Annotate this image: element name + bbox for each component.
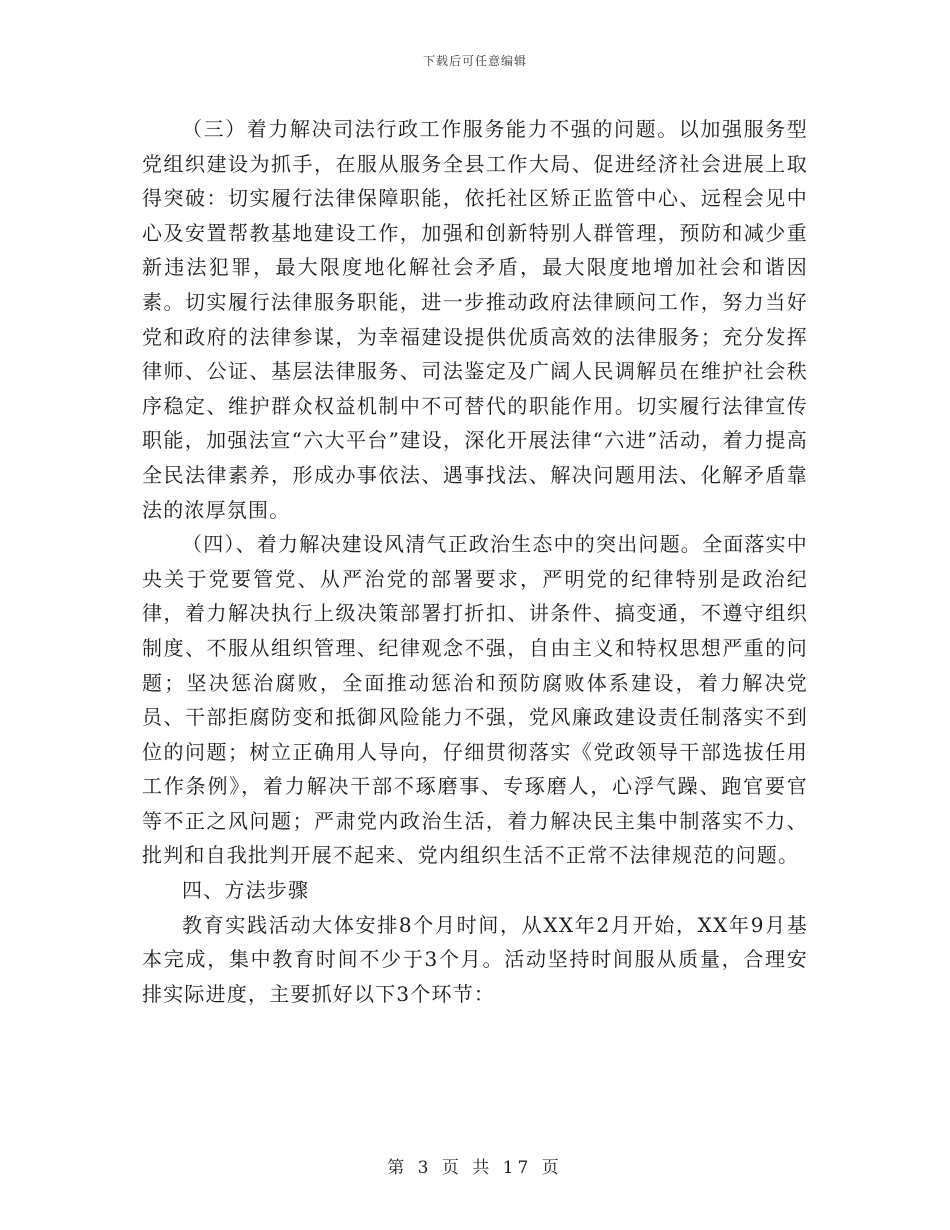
paragraph-section-four: （四）、着力解决建设风清气正政治生态中的突出问题。全面落实中央关于党要管党、从严治党的部署要求，严明党的纪律特别是政治纪律，着力解决执行上级决策部署打折扣、讲条件、搞变通，不遵守组织制度、不服从组织管理、纪律观念不强，自由主义和特权思想严重的问题；坚决惩治腐败，全面推动惩治和预防腐败体系建设，着力解决党员、干部拒腐防变和抵御风险能力不强，党风廉政建设责任制落实不到位的问题；树立正确用人导向，仔细贯彻落实《党政领导干部选拔任用工作条例》，着力解决干部不琢磨事、专琢磨人，心浮气躁、跑官要官等不正之风问题；严肃党内政治生活，着力解决民主集中制落实不力、批判和自我批判开展不起来、党内组织生活不正常不法律规范的问题。 (142, 532, 808, 868)
heading-method-steps: 四、方法步骤 (182, 878, 310, 903)
document-body (142, 112, 808, 1011)
page-number: 第 3 页 共 17 页 (387, 1158, 563, 1178)
paragraph-section-three: （三）着力解决司法行政工作服务能力不强的问题。以加强服务型党组织建设为抓手，在服从服务全县工作大局、促进经济社会进展上取得突破：切实履行法律保障职能，依托社区矫正监管中心、远程会见中心及安置帮教基地建设工作，加强和创新特别人群管理，预防和减少重新违法犯罪，最大限度地化解社会矛盾，最大限度地增加社会和谐因素。切实履行法律服务职能，进一步推动政府法律顾问工作，努力当好党和政府的法律参谋，为幸福建设提供优质高效的法律服务；充分发挥律师、公证、基层法律服务、司法鉴定及广阔人民调解员在维护社会秩序稳定、维护群众权益机制中不可替代的职能作用。切实履行法律宣传职能，加强法宣“六大平台”建设，深化开展法律“六进”活动，着力提高全民法律素养，形成办事依法、遇事找法、解决问题用法、化解矛盾靠法的浓厚氛围。 (142, 117, 808, 522)
paragraph-schedule: 教育实践活动大体安排8个月时间，从XX年2月开始，XX年9月基本完成，集中教育时间不少于3个月。活动坚持时间服从质量，合理安排实际进度，主要抓好以下3个环节： (142, 912, 808, 1006)
page-header: 下载后可任意编辑 (422, 54, 527, 68)
